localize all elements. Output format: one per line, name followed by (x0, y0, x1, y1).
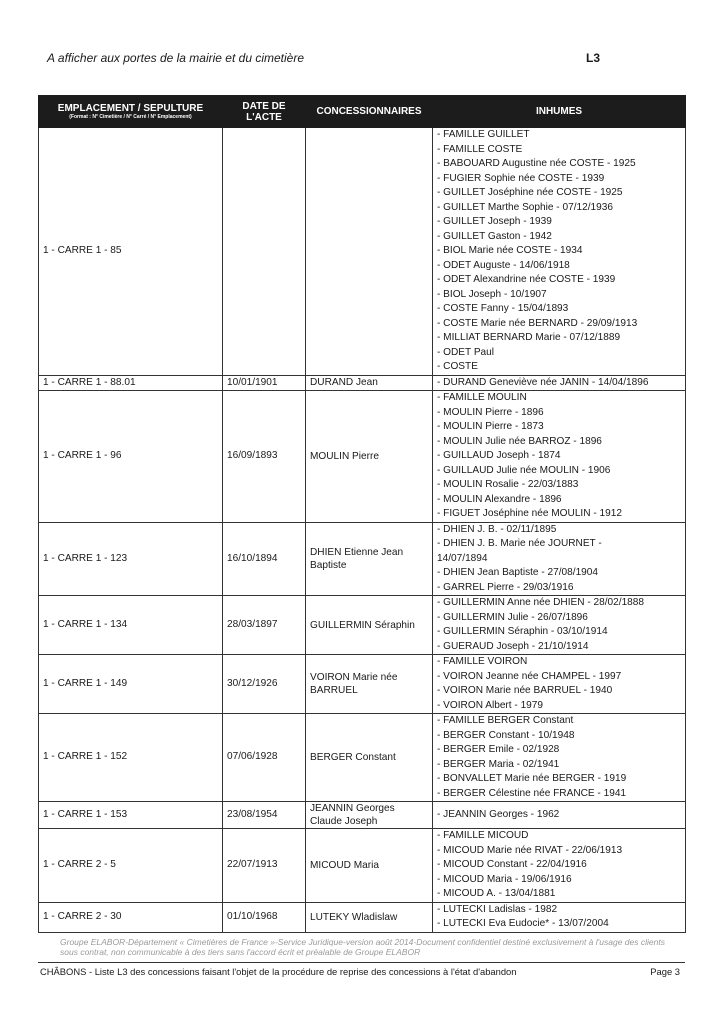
cell-inhumes (433, 902, 686, 932)
inhume-entry: - DURAND Geneviève née JANIN - 14/04/1896 (437, 376, 649, 388)
inhume-entry: - FAMILLE COSTE (437, 143, 523, 155)
confidentiality-watermark: Groupe ELABOR-Département « Cimetières de France »-Service Juridique-version août 2014-Document confidentiel destiné exclusivement à l'usage des clients sous contrat, non communicable à des tiers sans l'accord écrit et préalable de Groupe ELABOR (60, 937, 665, 957)
inhume-entry: - MICOUD Maria - 19/06/1916 (437, 873, 572, 885)
cell-inhumes (433, 655, 686, 714)
inhume-entry: - ODET Auguste - 14/06/1918 (437, 259, 570, 271)
footer-page-number: Page 3 (650, 966, 680, 977)
column-header-emplacement (39, 96, 223, 128)
inhume-entry: - MICOUD Marie née RIVAT - 22/06/1913 (437, 844, 623, 856)
table-row (39, 375, 686, 391)
cell-date: 10/01/1901 (223, 375, 306, 391)
table-row (39, 829, 686, 903)
inhume-entry: - GUILLET Marthe Sophie - 07/12/1936 (437, 201, 613, 213)
inhume-entry: - VOIRON Marie née BARRUEL - 1940 (437, 685, 613, 696)
cell-inhumes (433, 391, 686, 523)
inhume-entry: - GUILLERMIN Anne née DHIEN - 28/02/1888 (437, 597, 645, 608)
inhume-entry: - GUILLET Joseph - 1939 (437, 216, 552, 227)
inhume-entry: - MOULIN Alexandre - 1896 (437, 493, 562, 505)
cell-concessionnaire: VOIRON Marie née BARRUEL (306, 655, 433, 714)
inhume-entry: - BIOL Marie née COSTE - 1934 (437, 245, 583, 256)
inhume-entry: - VOIRON Jeanne née CHAMPEL - 1997 (437, 670, 622, 682)
table-row (39, 391, 686, 523)
cell-date: 16/10/1894 (223, 522, 306, 596)
inhume-entry: - MOULIN Pierre - 1873 (437, 421, 544, 432)
table-row (39, 128, 686, 376)
inhume-entry: - BABOUARD Augustine née COSTE - 1925 (437, 158, 636, 169)
column-header-concessionnaires: CONCESSIONNAIRES (306, 96, 433, 128)
column-header-date: DATE DE L'ACTE (223, 96, 306, 128)
cell-concessionnaire: BERGER Constant (306, 714, 433, 802)
column-header-emplacement-label: EMPLACEMENT / SEPULTURE (57, 103, 204, 114)
inhume-entry: - JEANNIN Georges - 1962 (437, 808, 560, 820)
inhume-entry: - DHIEN Jean Baptiste - 27/08/1904 (437, 567, 599, 578)
list-code: L3 (586, 51, 601, 65)
inhume-entry: 14/07/1894 (437, 552, 488, 564)
inhume-entry: - LUTECKI Eva Eudocie* - 13/07/2004 (437, 918, 609, 929)
posting-instruction: A afficher aux portes de la mairie et du cimetière (47, 51, 305, 65)
cell-date: 28/03/1897 (223, 596, 306, 655)
cell-inhumes (433, 522, 686, 596)
cell-date (223, 128, 306, 376)
inhume-entry: - BIOL Joseph - 10/1907 (437, 288, 547, 300)
inhume-entry: - GUILLAUD Joseph - 1874 (437, 450, 561, 461)
inhume-entry: - FAMILLE GUILLET (437, 129, 530, 140)
cell-date: 07/06/1928 (223, 714, 306, 802)
inhume-entry: - MOULIN Pierre - 1896 (437, 406, 544, 418)
cell-inhumes (433, 375, 686, 391)
inhume-entry: - GUILLAUD Julie née MOULIN - 1906 (437, 464, 611, 476)
cell-emplacement: 1 - CARRE 1 - 123 (39, 522, 223, 596)
cell-emplacement: 1 - CARRE 1 - 88.01 (39, 375, 223, 391)
inhume-entry: - FAMILLE BERGER Constant (437, 715, 574, 726)
cell-concessionnaire (306, 128, 433, 376)
inhume-entry: - DHIEN J. B. - 02/11/1895 (437, 523, 557, 535)
inhume-entry: - DHIEN J. B. Marie née JOURNET - (437, 538, 602, 549)
cell-emplacement: 1 - CARRE 2 - 5 (39, 829, 223, 903)
cell-emplacement: 1 - CARRE 1 - 85 (39, 128, 223, 376)
cell-date: 30/12/1926 (223, 655, 306, 714)
cell-inhumes (433, 128, 686, 376)
inhume-entry: - BERGER Célestine née FRANCE - 1941 (437, 787, 627, 799)
inhume-entry: - COSTE Marie née BERNARD - 29/09/1913 (437, 317, 638, 329)
inhume-entry: - BERGER Maria - 02/1941 (437, 758, 560, 770)
inhume-entry: - GUERAUD Joseph - 21/10/1914 (437, 640, 589, 652)
cell-inhumes (433, 802, 686, 829)
inhume-entry: - ODET Paul (437, 346, 495, 358)
cell-emplacement: 1 - CARRE 2 - 30 (39, 902, 223, 932)
cell-date: 01/10/1968 (223, 902, 306, 932)
inhume-entry: - ODET Alexandrine née COSTE - 1939 (437, 274, 616, 285)
table-row (39, 655, 686, 714)
inhume-entry: - BERGER Emile - 02/1928 (437, 744, 560, 755)
cell-concessionnaire: DHIEN Etienne Jean Baptiste (306, 522, 433, 596)
table-body (39, 128, 686, 933)
table-row (39, 902, 686, 932)
inhume-entry: - GUILLET Gaston - 1942 (437, 230, 552, 242)
inhume-entry: - GUILLERMIN Julie - 26/07/1896 (437, 611, 588, 623)
cell-inhumes (433, 829, 686, 903)
inhume-entry: - FUGIER Sophie née COSTE - 1939 (437, 172, 605, 184)
inhume-entry: - FAMILLE MOULIN (437, 392, 527, 403)
cell-emplacement: 1 - CARRE 1 - 149 (39, 655, 223, 714)
cell-concessionnaire: LUTEKY Wladislaw (306, 902, 433, 932)
cell-concessionnaire: MICOUD Maria (306, 829, 433, 903)
table-row (39, 596, 686, 655)
table-row (39, 802, 686, 829)
cell-concessionnaire: JEANNIN Georges Claude Joseph (306, 802, 433, 829)
inhume-entry: - FIGUET Joséphine née MOULIN - 1912 (437, 508, 622, 519)
footer-document-title: CHÂBONS - Liste L3 des concessions faisant l'objet de la procédure de reprise des concessions à l'état d'abandon (40, 966, 517, 977)
inhume-entry: - GARREL Pierre - 29/03/1916 (437, 581, 574, 593)
inhume-entry: - MICOUD A. - 13/04/1881 (437, 888, 556, 899)
inhume-entry: - BERGER Constant - 10/1948 (437, 729, 575, 741)
inhume-entry: - MILLIAT BERNARD Marie - 07/12/1889 (437, 332, 621, 343)
cell-emplacement: 1 - CARRE 1 - 152 (39, 714, 223, 802)
table-header-row (39, 96, 686, 128)
cell-inhumes (433, 596, 686, 655)
inhume-entry: - FAMILLE VOIRON (437, 656, 528, 667)
inhume-entry: - MOULIN Rosalie - 22/03/1883 (437, 479, 579, 490)
table-row (39, 714, 686, 802)
cell-emplacement: 1 - CARRE 1 - 96 (39, 391, 223, 523)
inhume-entry: - BONVALLET Marie née BERGER - 1919 (437, 773, 627, 784)
inhume-entry: - FAMILLE MICOUD (437, 830, 529, 841)
cell-date: 23/08/1954 (223, 802, 306, 829)
footer-divider (38, 962, 685, 963)
cell-date: 16/09/1893 (223, 391, 306, 523)
inhume-entry: - LUTECKI Ladislas - 1982 (437, 903, 558, 915)
concessions-table (38, 95, 686, 933)
cell-emplacement: 1 - CARRE 1 - 153 (39, 802, 223, 829)
cell-concessionnaire: MOULIN Pierre (306, 391, 433, 523)
cell-emplacement: 1 - CARRE 1 - 134 (39, 596, 223, 655)
inhume-entry: - VOIRON Albert - 1979 (437, 699, 544, 711)
column-header-inhumes: INHUMES (433, 96, 686, 128)
cell-date: 22/07/1913 (223, 829, 306, 903)
inhume-entry: - MICOUD Constant - 22/04/1916 (437, 859, 587, 870)
table-row (39, 522, 686, 596)
inhume-entry: - MOULIN Julie née BARROZ - 1896 (437, 435, 602, 447)
inhume-entry: - COSTE Fanny - 15/04/1893 (437, 303, 569, 314)
inhume-entry: - COSTE (437, 361, 478, 372)
inhume-entry: - GUILLET Joséphine née COSTE - 1925 (437, 187, 623, 198)
column-header-emplacement-format: (Format : N° Cimetière / N° Carré / N° Emplacement) (69, 114, 192, 120)
cell-inhumes (433, 714, 686, 802)
cell-concessionnaire: DURAND Jean (306, 375, 433, 391)
cell-concessionnaire: GUILLERMIN Séraphin (306, 596, 433, 655)
inhume-entry: - GUILLERMIN Séraphin - 03/10/1914 (437, 626, 608, 637)
